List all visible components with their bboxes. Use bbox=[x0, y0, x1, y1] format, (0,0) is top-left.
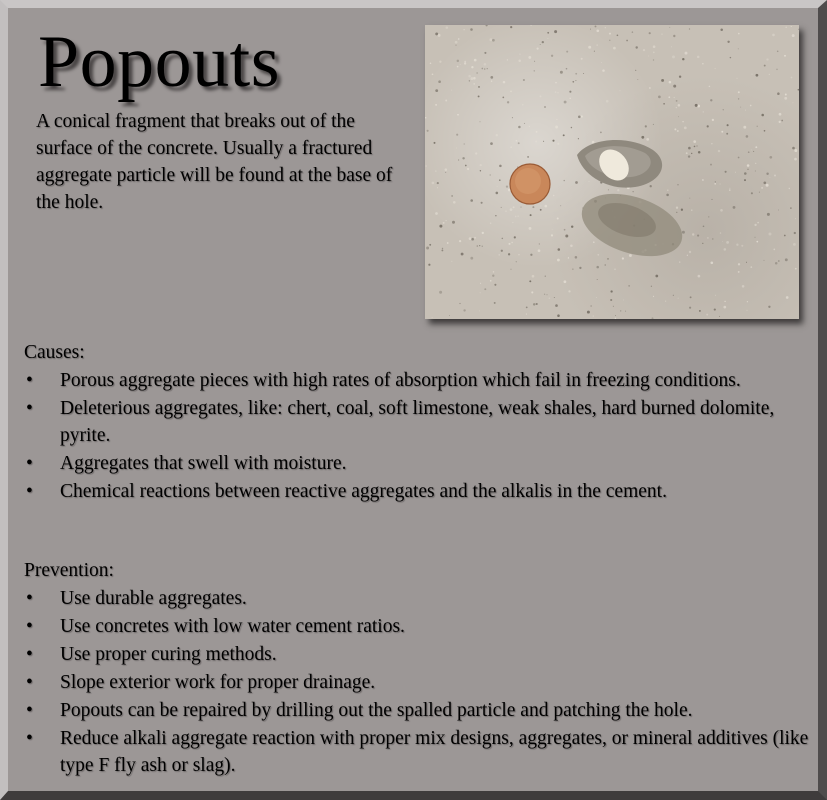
list-item-text: Porous aggregate pieces with high rates of absorption which fail in freezing conditions. bbox=[60, 370, 741, 391]
list-item-text: Use concretes with low water cement ratios. bbox=[60, 616, 405, 637]
bullet: • bbox=[26, 398, 33, 419]
list-item-text: Aggregates that swell with moisture. bbox=[60, 453, 347, 474]
page-title: Popouts bbox=[38, 21, 281, 103]
list-item bbox=[24, 585, 814, 612]
bullet: • bbox=[26, 728, 33, 749]
bullet: • bbox=[26, 672, 33, 693]
list-item-text: Slope exterior work for proper drainage. bbox=[60, 672, 376, 693]
list-item bbox=[24, 450, 814, 477]
causes-heading: Causes: bbox=[24, 342, 85, 363]
list-item bbox=[24, 697, 814, 724]
bullet: • bbox=[26, 370, 33, 391]
list-item-text: Chemical reactions between reactive aggregates and the alkalis in the cement. bbox=[60, 481, 667, 502]
bullet: • bbox=[26, 616, 33, 637]
bullet: • bbox=[26, 644, 33, 665]
bullet: • bbox=[26, 453, 33, 474]
list-item bbox=[24, 613, 814, 640]
prevention-heading: Prevention: bbox=[24, 560, 114, 581]
bullet: • bbox=[26, 588, 33, 609]
description-text: A conical fragment that breaks out of the surface of the concrete. Usually a fractured aggregate particle will be found at the base of the hole. bbox=[36, 111, 393, 213]
list-item bbox=[24, 478, 814, 505]
list-item bbox=[24, 367, 814, 394]
list-item-text: Use durable aggregates. bbox=[60, 588, 247, 609]
popout-photo bbox=[425, 25, 799, 319]
bullet: • bbox=[26, 700, 33, 721]
list-item bbox=[24, 669, 814, 696]
list-item bbox=[24, 641, 814, 668]
list-item-text: Reduce alkali aggregate reaction with proper mix designs, aggregates, or mineral additives (like type F fly ash or slag). bbox=[60, 728, 809, 776]
list-item bbox=[24, 395, 814, 449]
list-item-text: Deleterious aggregates, like: chert, coal, soft limestone, weak shales, hard burned dolomite, pyrite. bbox=[60, 398, 775, 446]
list-item bbox=[24, 725, 814, 779]
list-item-text: Popouts can be repaired by drilling out the spalled particle and patching the hole. bbox=[60, 700, 693, 721]
list-item-text: Use proper curing methods. bbox=[60, 644, 277, 665]
bullet: • bbox=[26, 481, 33, 502]
prevention-section bbox=[24, 557, 814, 780]
causes-section bbox=[24, 339, 814, 506]
